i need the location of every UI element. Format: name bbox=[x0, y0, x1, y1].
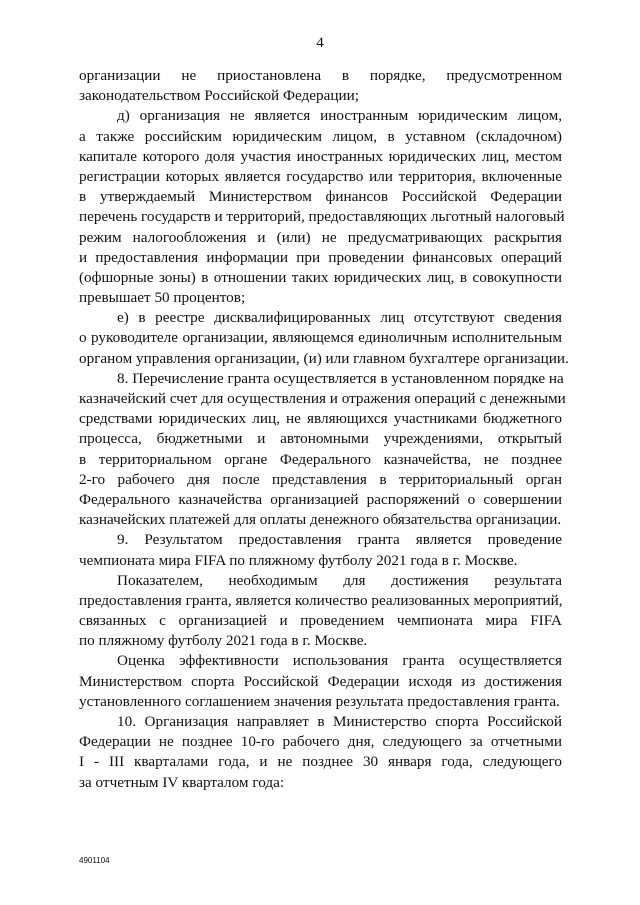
text-line: перечень государств и территорий, предоставляющих льготный налоговый bbox=[79, 208, 565, 226]
text-line: Министерством спорта Российской Федерации исходя из достижения bbox=[79, 672, 562, 690]
text-line: средствами юридических лиц, не являющихся участниками бюджетного bbox=[79, 410, 562, 428]
text-line: и предоставления информации при проведении финансовых операций bbox=[79, 248, 562, 266]
text-line: д) организация не является иностранным юридическим лицом, bbox=[117, 107, 562, 125]
text-line: 2-го рабочего дня после представления в территориальный орган bbox=[79, 470, 562, 488]
text-line: I - III кварталами года, и не позднее 30 января года, следующего bbox=[79, 753, 562, 771]
text-line: казначейских платежей для оплаты денежного обязательства организации. bbox=[79, 511, 562, 529]
text-line: регистрации которых является государство или территория, включенные bbox=[79, 167, 562, 185]
text-line: связанных с организацией и проведением чемпионата мира FIFA bbox=[79, 612, 562, 630]
text-line: 8. Перечисление гранта осуществляется в установленном порядке на bbox=[117, 369, 564, 387]
document-code: 4901104 bbox=[79, 856, 110, 865]
text-line: организации не приостановлена в порядке, предусмотренном bbox=[79, 67, 562, 84]
text-line: режим налогообложения и (или) не предусматривающих раскрытия bbox=[79, 228, 562, 246]
page-number: 4 bbox=[316, 35, 324, 51]
text-line: Федерации не позднее 10-го рабочего дня, следующего за отчетными bbox=[79, 733, 562, 751]
text-line: 9. Результатом предоставления гранта является проведение bbox=[117, 531, 562, 549]
text-line: чемпионата мира FIFA по пляжному футболу 2021 года в г. Москве. bbox=[79, 551, 518, 569]
text-line: процесса, бюджетными и автономными учреждениями, открытый bbox=[79, 430, 562, 448]
text-line: Оценка эффективности использования гранта осуществляется bbox=[117, 652, 562, 670]
document-body bbox=[79, 66, 569, 793]
text-line: установленного соглашением значения результата предоставления гранта. bbox=[79, 692, 560, 710]
text-line: законодательством Российской Федерации; bbox=[79, 87, 359, 105]
text-line: органом управления организации, (и) или главном бухгалтере организации. bbox=[79, 349, 569, 367]
text-line: по пляжному футболу 2021 года в г. Москве. bbox=[79, 632, 368, 650]
text-line: о руководителе организации, являющемся единоличным исполнительным bbox=[79, 329, 562, 347]
text-line: Федерального казначейства организацией распоряжений о совершении bbox=[79, 490, 562, 508]
text-line: в территориальном органе Федерального казначейства, не позднее bbox=[79, 450, 562, 468]
text-line: предоставления гранта, является количество реализованных мероприятий, bbox=[79, 591, 563, 609]
text-line: превышает 50 процентов; bbox=[79, 289, 246, 307]
text-line: 10. Организация направляет в Министерство спорта Российской bbox=[117, 713, 562, 730]
text-line: казначейский счет для осуществления и отражения операций с денежными bbox=[79, 390, 566, 407]
text-line: за отчетным IV кварталом года: bbox=[79, 773, 285, 791]
text-line: капитале которого доля участия иностранных юридических лиц, местом bbox=[79, 147, 562, 165]
text-line: а также российским юридическим лицом, в уставном (складочном) bbox=[79, 127, 562, 145]
text-line: (офшорные зоны) в отношении таких юридических лиц, в совокупности bbox=[79, 268, 562, 286]
text-line: Показателем, необходимым для достижения результата bbox=[117, 571, 562, 589]
text-line: в утверждаемый Министерством финансов Российской Федерации bbox=[79, 188, 562, 206]
text-line: е) в реестре дисквалифицированных лиц отсутствуют сведения bbox=[117, 309, 562, 327]
